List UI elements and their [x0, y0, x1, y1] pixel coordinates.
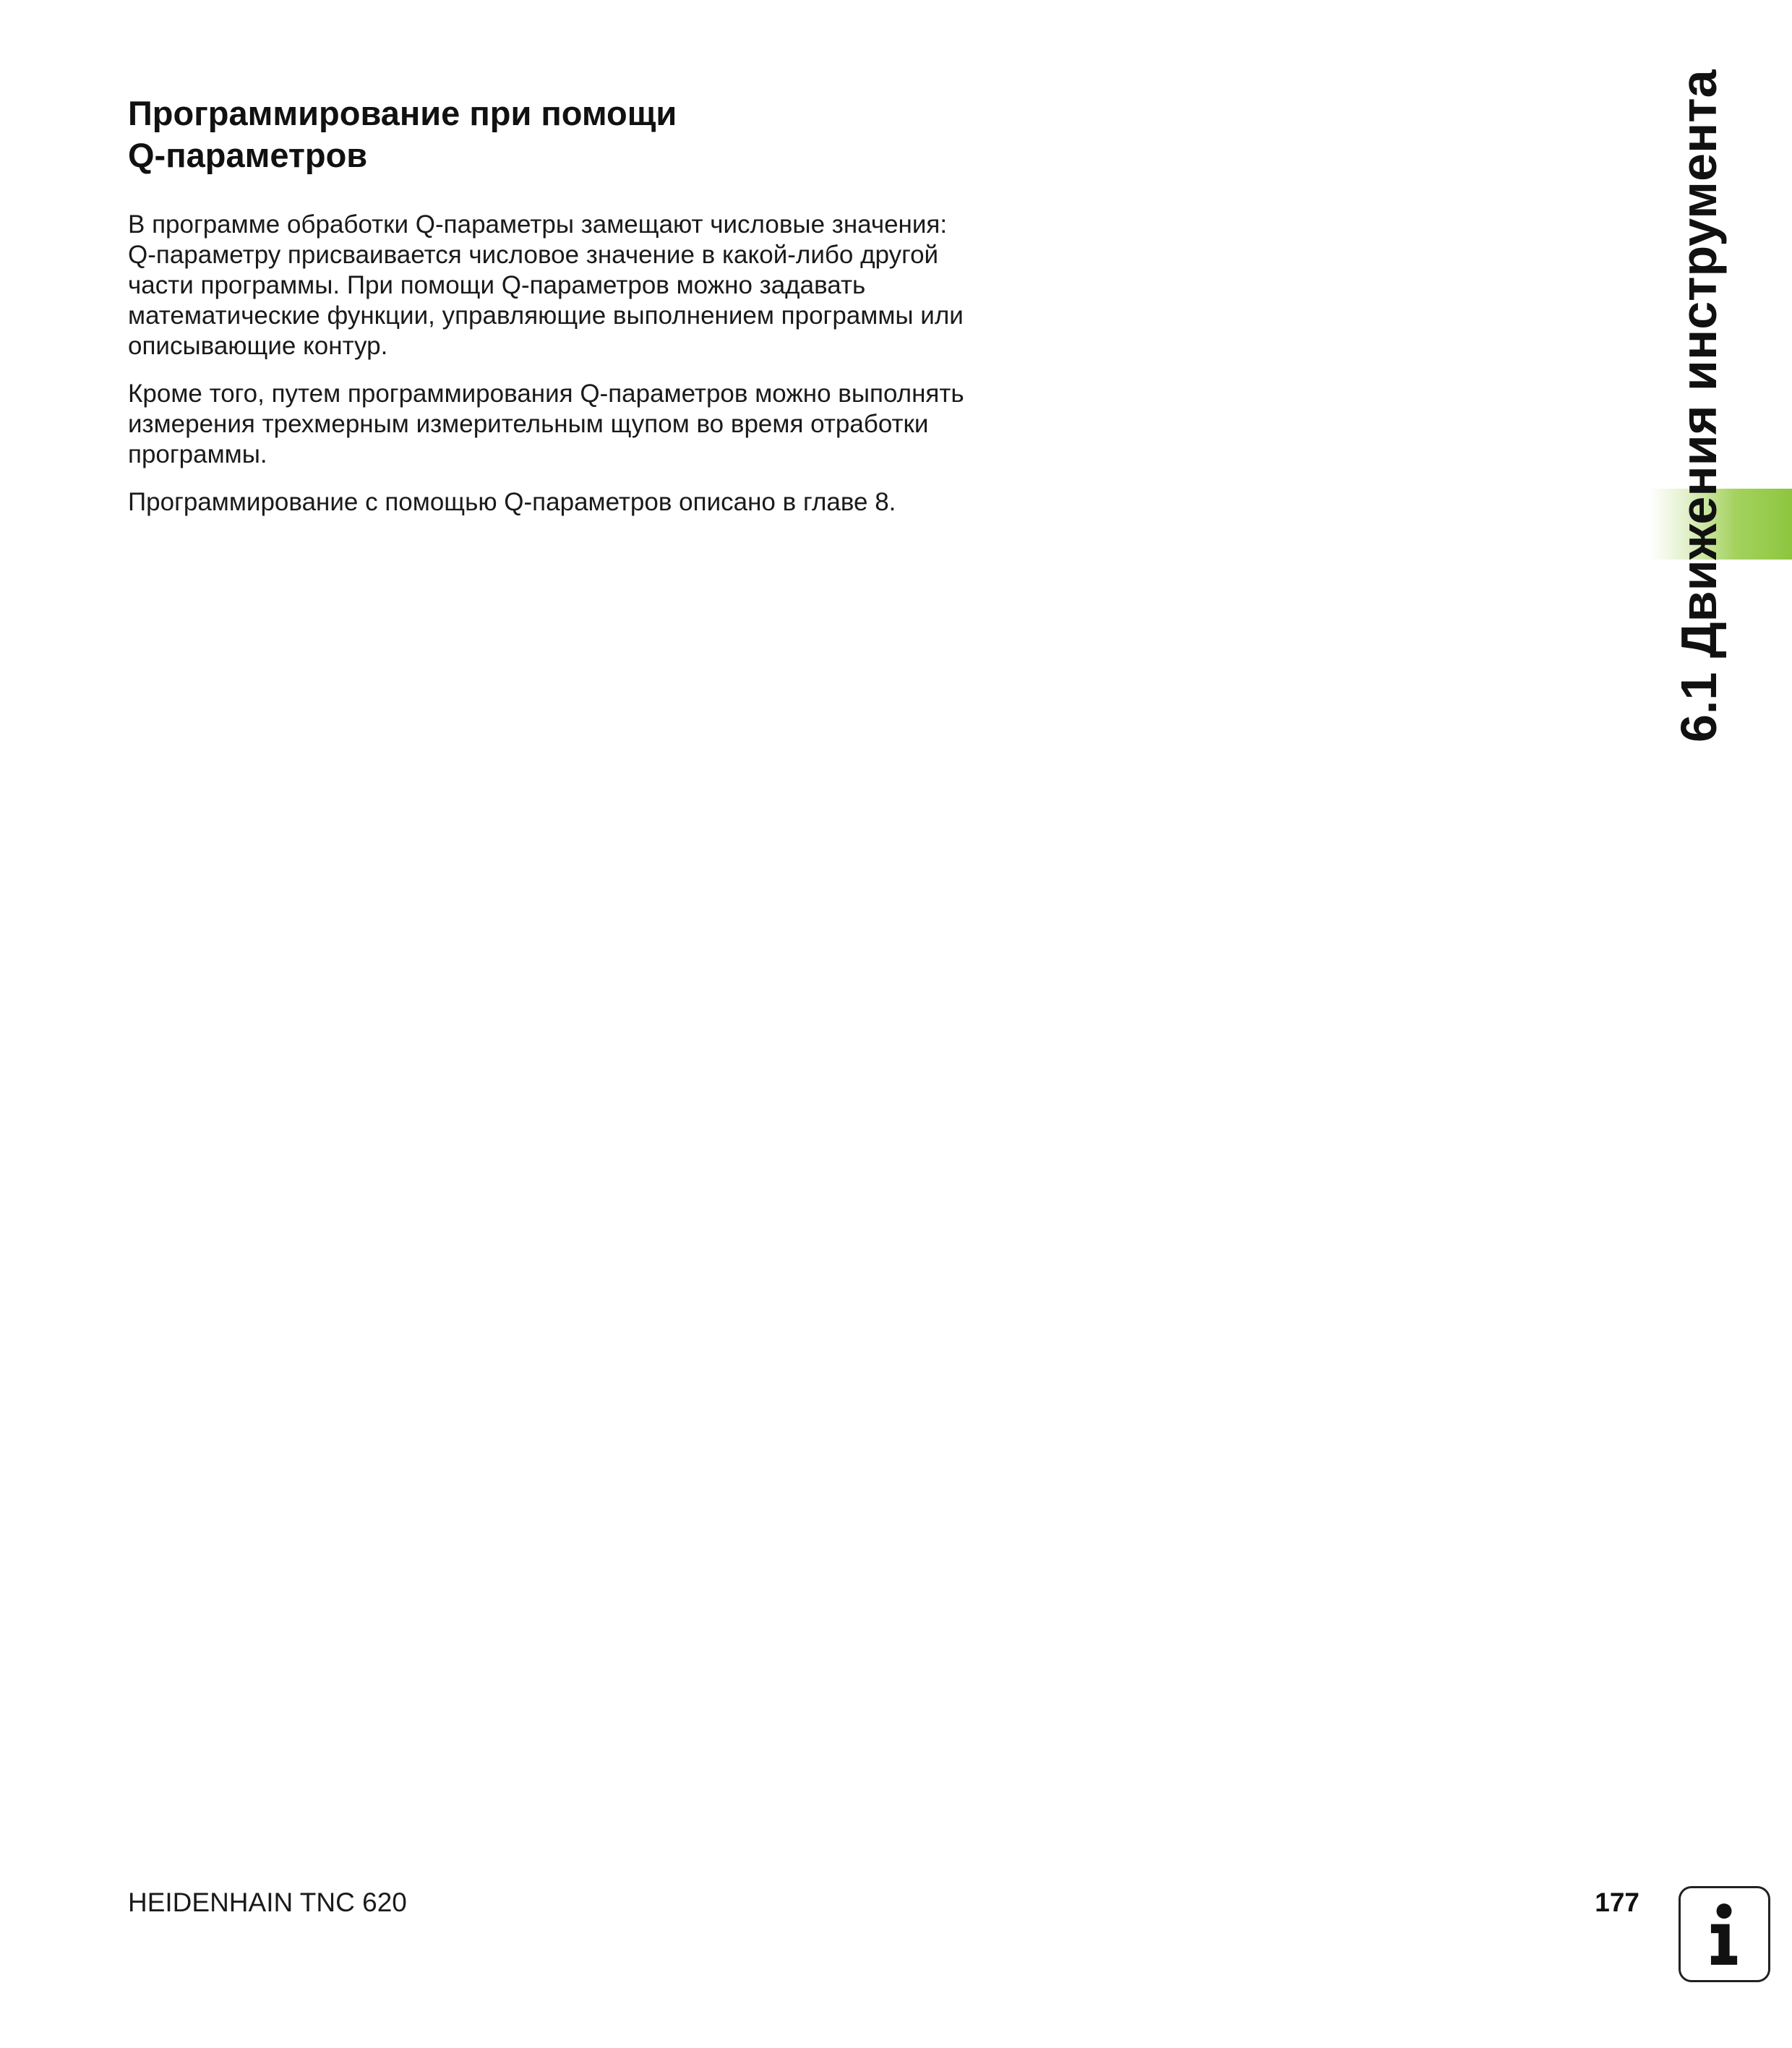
heading-line-2: Q-параметров	[128, 136, 368, 174]
main-content	[128, 93, 981, 535]
chapter-side-title: 6.1 Движения инструмента	[1671, 69, 1727, 742]
page-number: 177	[1595, 1888, 1639, 1917]
footer-product-name: HEIDENHAIN TNC 620	[128, 1888, 407, 1917]
info-icon	[1679, 1886, 1770, 1982]
section-heading	[128, 93, 981, 176]
paragraph-2: Кроме того, путем программирования Q-параметров можно выполнять измерения трехмерным измерительным щупом во время отработки программы.	[128, 380, 964, 468]
paragraph-1: В программе обработки Q-параметры замещают числовые значения: Q-параметру присваивается числовое значение в какой-либо другой части программы. При помощи Q-параметров можно задавать математические функции, управляющие выполнением программы или описывающие контур.	[128, 210, 964, 360]
paragraph-3: Программирование с помощью Q-параметров описано в главе 8.	[128, 488, 896, 516]
heading-line-1: Программирование при помощи	[128, 94, 677, 132]
